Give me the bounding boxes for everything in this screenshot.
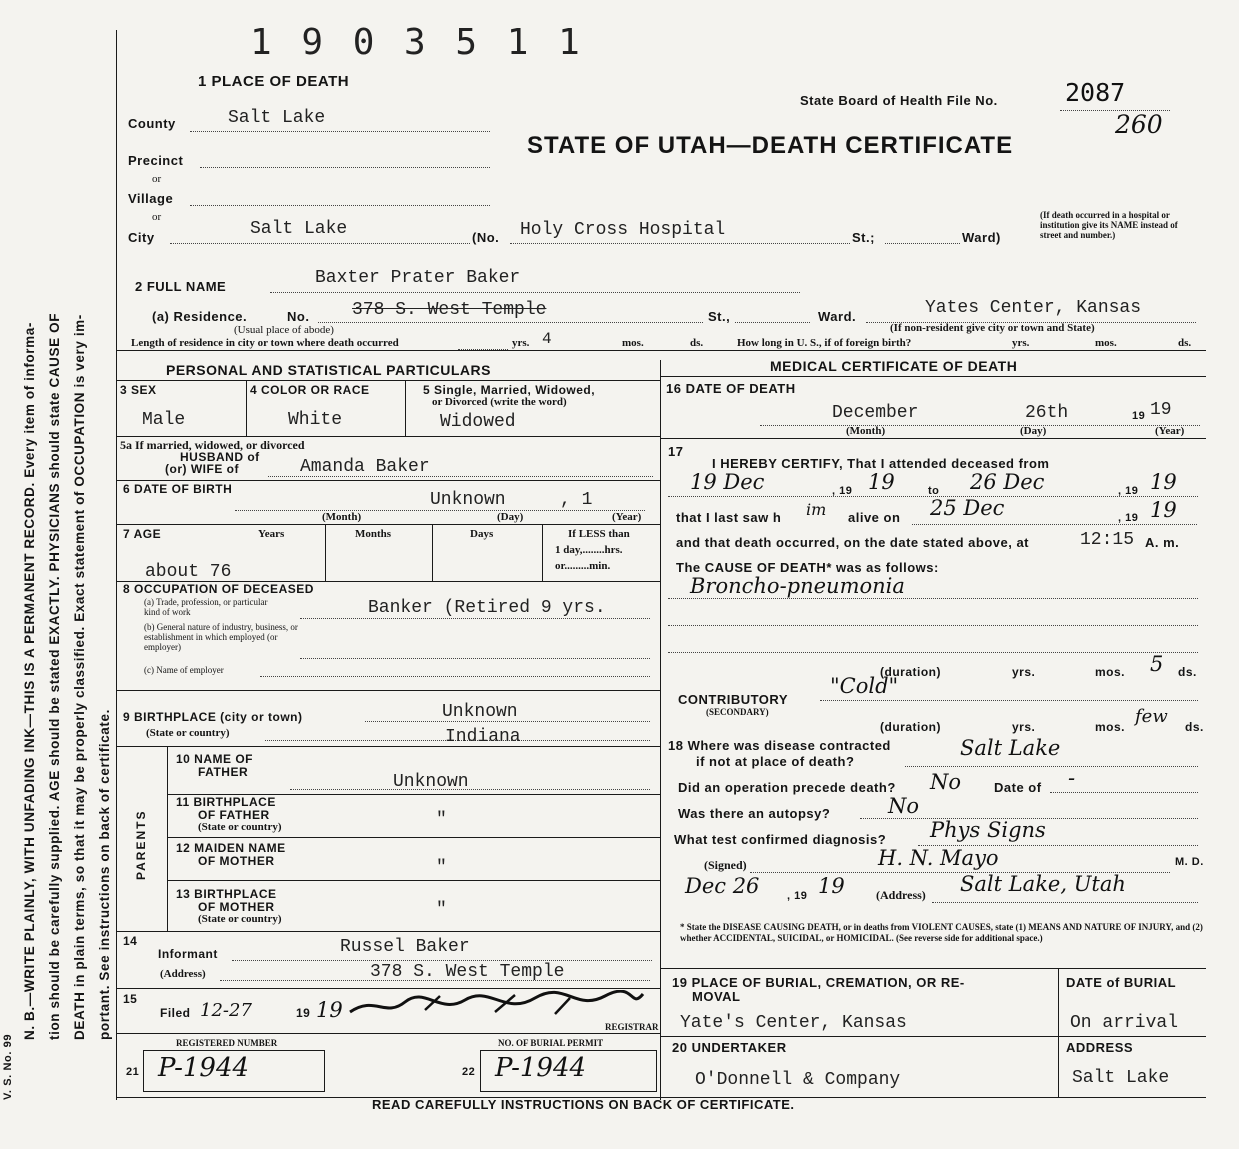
margin-instruction-line4: portant. See instructions on back of certificate.: [97, 709, 112, 1040]
father-birthplace-label-2: OF FATHER: [198, 808, 270, 822]
informant-number: 14: [123, 934, 138, 948]
or-label-2: or: [152, 211, 162, 223]
undertaker-address-label: ADDRESS: [1066, 1040, 1134, 1055]
dod-month-caption: (Month): [846, 425, 886, 437]
or-label-1: or: [152, 173, 162, 185]
md-label: M. D.: [1175, 856, 1204, 868]
last-saw-date: 25 Dec: [930, 496, 1005, 520]
informant-label: Informant: [158, 947, 218, 961]
undertaker-label: 20 UNDERTAKER: [672, 1040, 787, 1055]
registrar-signature: [345, 990, 645, 1020]
cause-of-death-label: The CAUSE OF DEATH* was as follows:: [676, 560, 939, 575]
sex-value: Male: [142, 410, 186, 430]
dob-month-caption: (Month): [322, 511, 362, 523]
marital-value: Widowed: [440, 412, 516, 432]
hospital-value: Holy Cross Hospital: [520, 220, 726, 240]
county-value: Salt Lake: [228, 108, 326, 128]
place-of-death-label: 1 PLACE OF DEATH: [198, 73, 350, 90]
physician-signature: H. N. Mayo: [878, 846, 999, 870]
signed-century: , 19: [787, 890, 808, 902]
cause-yrs-label: yrs.: [1012, 665, 1036, 679]
residence-ward-value: Yates Center, Kansas: [925, 298, 1142, 318]
residence-no-label: No.: [287, 309, 310, 324]
certify-statement: I HEREBY CERTIFY, That I attended deceased from: [712, 456, 1050, 471]
residence-street-label: St.,: [708, 309, 731, 324]
contrib-duration-label: (duration): [880, 720, 941, 734]
marital-label-2: or Divorced (write the word): [432, 396, 567, 408]
birthplace-label: 9 BIRTHPLACE (city or town): [123, 710, 303, 724]
informant-value: Russel Baker: [340, 937, 470, 957]
registered-number-index: 21: [126, 1066, 140, 1078]
attended-from-date: 19 Dec: [690, 470, 765, 494]
street-number-label: (No.: [472, 230, 500, 245]
attended-from-year: 19: [868, 470, 895, 494]
cause-duration-label: (duration): [880, 665, 941, 679]
burial-permit-value: P-1944: [495, 1053, 587, 1083]
signed-year: 19: [818, 874, 845, 898]
mother-birthplace-label-3: (State or country): [198, 913, 282, 925]
death-time-am: A. m.: [1145, 535, 1180, 550]
mother-name-value: ": [436, 858, 447, 878]
last-saw-century: , 19: [1118, 512, 1139, 524]
father-name-label-1: 10 NAME OF: [176, 752, 254, 766]
disease-contracted-value: Salt Lake: [960, 736, 1061, 760]
autopsy-label: Was there an autopsy?: [678, 806, 831, 821]
death-time-value: 12:15: [1080, 530, 1135, 550]
death-occurred-label: and that death occurred, on the date stated above, at: [676, 535, 1030, 550]
age-value: about 76: [145, 562, 232, 582]
mother-birthplace-value: ": [436, 900, 447, 920]
burial-permit-label: NO. OF BURIAL PERMIT: [498, 1038, 604, 1048]
father-birthplace-label-3: (State or country): [198, 821, 282, 833]
father-birthplace-value: ": [436, 810, 447, 830]
cause-mos-label: mos.: [1095, 665, 1126, 679]
us-residence-label: How long in U. S., if of foreign birth?: [737, 337, 912, 349]
occupation-note-a: (a) Trade, profession, or particular kind of work: [144, 597, 268, 617]
operation-date-label: Date of: [994, 780, 1042, 795]
age-less-2: 1 day,........hrs.: [555, 544, 623, 556]
occupation-label: 8 OCCUPATION OF DECEASED: [123, 582, 314, 596]
spouse-label-3: (or) WIFE of: [165, 462, 239, 476]
signed-label: (Signed): [704, 858, 747, 872]
occupation-note-b: (b) General nature of industry, business, or establishment in which employed (or employer): [144, 622, 298, 652]
sex-label: 3 SEX: [120, 383, 157, 397]
dob-label: 6 DATE OF BIRTH: [123, 482, 233, 496]
attended-to-label: to: [928, 485, 940, 497]
filed-date: 12-27: [200, 1000, 252, 1021]
length-of-residence-label: Length of residence in city or town where death occurred: [131, 337, 399, 349]
form-number: V. S. No. 99: [2, 1033, 14, 1100]
dob-day-caption: (Day): [497, 511, 524, 523]
registrar-label: REGISTRAR: [605, 1022, 659, 1032]
dod-day-caption: (Day): [1020, 425, 1047, 437]
age-months-caption: Months: [355, 528, 392, 540]
physician-address-value: Salt Lake, Utah: [960, 872, 1126, 896]
attended-to-year: 19: [1150, 470, 1177, 494]
diagnosis-test-value: Phys Signs: [930, 818, 1046, 842]
non-resident-note: (If non-resident give city or town and State): [890, 322, 1095, 334]
diagnosis-test-label: What test confirmed diagnosis?: [674, 832, 887, 847]
filed-label: Filed: [160, 1006, 191, 1020]
length-years-value: 4: [542, 330, 552, 348]
precinct-label: Precinct: [128, 153, 184, 168]
cause-of-death-value: Broncho-pneumonia: [690, 574, 905, 598]
full-name-value: Baxter Prater Baker: [315, 268, 521, 288]
undertaker-address-value: Salt Lake: [1072, 1068, 1170, 1088]
margin-instruction-line3: DEATH in plain terms, so that it may be properly classified. Exact statement of OCCUPATION is very im-: [72, 314, 87, 1040]
contributory-value: "Cold": [830, 674, 899, 698]
hospital-note: (If death occurred in a hospital or institution give its NAME instead of street and number.): [1040, 210, 1178, 240]
father-name-label-2: FATHER: [198, 765, 249, 779]
spouse-value: Amanda Baker: [300, 457, 430, 477]
length-mos-label: mos.: [622, 337, 644, 349]
birthplace-state-value: Indiana: [445, 727, 521, 747]
residence-ward-label: Ward.: [818, 309, 857, 324]
contributory-duration-days: few: [1135, 706, 1168, 727]
cause-ds-label: ds.: [1178, 665, 1197, 679]
registered-number-value: P-1944: [158, 1053, 250, 1083]
occupation-note-c: (c) Name of employer: [144, 665, 224, 675]
margin-instruction-line1: N. B.—WRITE PLAINLY, WITH UNFADING INK—THIS IS A PERMANENT RECORD. Every item of informa-: [22, 322, 37, 1040]
spouse-label-1: 5a If married, widowed, or divorced: [120, 438, 305, 452]
last-saw-label: that I last saw h: [676, 510, 782, 525]
physician-address-label: (Address): [876, 888, 926, 902]
operation-value: No: [930, 770, 962, 794]
undertaker-value: O'Donnell & Company: [695, 1070, 901, 1090]
certificate-number: 1 9 0 3 5 1 1: [250, 22, 584, 63]
autopsy-value: No: [888, 794, 920, 818]
margin-instruction-line2: tion should be carefully supplied. AGE should be stated EXACTLY. PHYSICIANS should state CAUSE OF: [47, 312, 62, 1040]
mother-name-label-1: 12 MAIDEN NAME: [176, 841, 286, 855]
informant-address-label: (Address): [160, 968, 206, 980]
item-17-number: 17: [668, 444, 684, 459]
street-label: St.;: [852, 230, 875, 245]
residence-value: 378 S. West Temple: [352, 300, 547, 320]
age-years-caption: Years: [258, 528, 285, 540]
residence-label: (a) Residence.: [152, 309, 248, 324]
personal-section-title: PERSONAL AND STATISTICAL PARTICULARS: [166, 362, 491, 378]
contrib-mos-label: mos.: [1095, 720, 1126, 734]
date-of-death-year: 19: [1150, 400, 1172, 420]
us-yrs-label: yrs.: [1012, 337, 1030, 349]
color-label: 4 COLOR OR RACE: [250, 383, 370, 397]
burial-place-label-2: MOVAL: [692, 989, 741, 1004]
us-mos-label: mos.: [1095, 337, 1117, 349]
filed-number: 15: [123, 992, 138, 1006]
last-saw-year: 19: [1150, 498, 1177, 522]
certificate-title: STATE OF UTAH—DEATH CERTIFICATE: [527, 132, 1014, 159]
mother-birthplace-label-2: OF MOTHER: [198, 900, 275, 914]
length-yrs-label: yrs.: [512, 337, 530, 349]
state-file-label: State Board of Health File No.: [800, 93, 998, 108]
date-of-death-month: December: [832, 403, 919, 423]
city-value: Salt Lake: [250, 219, 348, 239]
attended-to-century: , 19: [1118, 485, 1139, 497]
frame-column-divider: [660, 360, 661, 1100]
parents-label: PARENTS: [134, 809, 148, 880]
last-saw-pronoun: im: [806, 500, 827, 519]
county-label: County: [128, 116, 176, 131]
age-days-caption: Days: [470, 528, 494, 540]
full-name-label: 2 FULL NAME: [135, 279, 227, 294]
operation-label: Did an operation precede death?: [678, 780, 896, 795]
length-ds-label: ds.: [690, 337, 704, 349]
frame-left-border: [116, 30, 117, 1100]
date-of-death-label: 16 DATE OF DEATH: [666, 381, 796, 396]
mother-birthplace-label-1: 13 BIRTHPLACE: [176, 887, 277, 901]
footer-instructions: READ CAREFULLY INSTRUCTIONS ON BACK OF CERTIFICATE.: [372, 1097, 795, 1112]
date-of-death-day: 26th: [1025, 403, 1069, 423]
contributory-label: CONTRIBUTORY: [678, 692, 788, 707]
filed-year-prefix: 19: [296, 1006, 311, 1020]
date-of-death-century: 19: [1132, 410, 1146, 422]
village-label: Village: [128, 191, 174, 206]
signed-date: Dec 26: [685, 874, 760, 898]
contrib-yrs-label: yrs.: [1012, 720, 1036, 734]
city-label: City: [128, 230, 155, 245]
cause-footnote: * State the DISEASE CAUSING DEATH, or in deaths from VIOLENT CAUSES, state (1) MEANS AND NATURE OF INJURY, and (2) whether ACCIDENTAL, SUICIDAL, or HOMICIDAL. (See reverse side for additional space.): [680, 922, 1203, 943]
burial-date-value: On arrival: [1070, 1013, 1179, 1033]
age-less-1: If LESS than: [568, 528, 630, 540]
informant-address-value: 378 S. West Temple: [370, 962, 565, 982]
dob-value: Unknown: [430, 490, 506, 510]
usual-abode-note: (Usual place of abode): [234, 324, 334, 336]
birthplace-city-value: Unknown: [442, 702, 518, 722]
dob-year-caption: (Year): [612, 511, 642, 523]
state-file-number: 2087: [1065, 78, 1126, 107]
father-birthplace-label-1: 11 BIRTHPLACE: [176, 795, 276, 809]
father-name-value: Unknown: [393, 772, 469, 792]
age-less-3: or.........min.: [555, 560, 611, 572]
age-label: 7 AGE: [123, 527, 162, 541]
cause-duration-days: 5: [1150, 652, 1164, 676]
alive-on-label: alive on: [848, 510, 901, 525]
secondary-caption: (SECONDARY): [706, 707, 769, 717]
spouse-label-2: HUSBAND of: [180, 450, 260, 464]
disease-contracted-label-2: if not at place of death?: [696, 754, 855, 769]
birthplace-sub: (State or country): [146, 727, 230, 739]
disease-contracted-label-1: 18 Where was disease contracted: [668, 738, 891, 753]
dob-century: , 1: [560, 490, 593, 510]
color-value: White: [288, 410, 343, 430]
burial-date-label: DATE of BURIAL: [1066, 975, 1177, 990]
burial-permit-index: 22: [462, 1066, 476, 1078]
attended-from-century: , 19: [832, 485, 853, 497]
operation-date-value: -: [1068, 766, 1076, 790]
dod-year-caption: (Year): [1155, 425, 1185, 437]
attended-to-date: 26 Dec: [970, 470, 1045, 494]
filed-year: 19: [316, 998, 343, 1022]
marital-label-1: 5 Single, Married, Widowed,: [423, 383, 596, 397]
registered-number-label: REGISTERED NUMBER: [176, 1038, 278, 1048]
burial-place-label-1: 19 PLACE OF BURIAL, CREMATION, OR RE-: [672, 975, 965, 990]
mother-name-label-2: OF MOTHER: [198, 854, 275, 868]
frame-divider-top: [116, 350, 1206, 351]
ward-label: Ward): [962, 230, 1001, 245]
state-file-sub-number: 260: [1115, 110, 1163, 139]
burial-place-value: Yate's Center, Kansas: [680, 1013, 907, 1033]
occupation-value: Banker (Retired 9 yrs.: [368, 598, 606, 618]
us-ds-label: ds.: [1178, 337, 1192, 349]
medical-section-title: MEDICAL CERTIFICATE OF DEATH: [770, 358, 1018, 374]
contrib-ds-label: ds.: [1185, 720, 1204, 734]
